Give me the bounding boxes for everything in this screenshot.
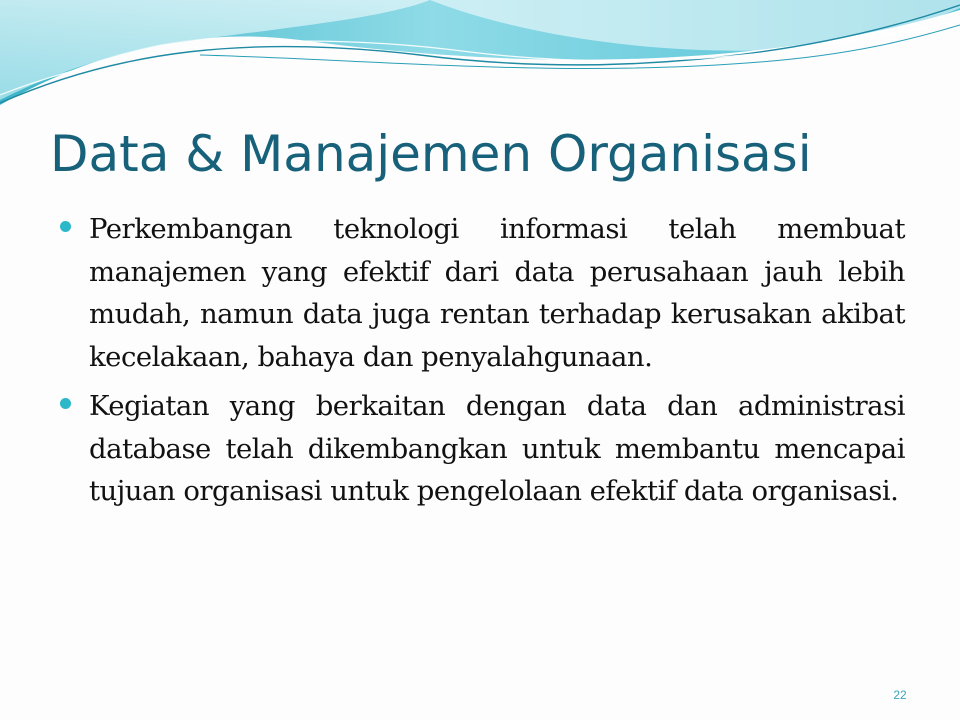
bullet-dot-icon	[60, 398, 71, 409]
wave-banner-decoration	[0, 0, 960, 120]
bullet-text: Perkembangan teknologi informasi telah membuat manajemen yang efektif dari data perusahaan jauh lebih mudah, namun data juga rentan terhadap kerusakan akibat kecelakaan, bahaya dan penyalahgunaan.	[89, 213, 905, 373]
bullet-item-2	[60, 385, 905, 513]
page-number: 22	[893, 688, 907, 702]
slide-title: Data & Manajemen Organisasi	[50, 125, 812, 183]
bullet-item-1	[60, 208, 905, 378]
bullet-text: Kegiatan yang berkaitan dengan data dan administrasi database telah dikembangkan untuk membantu mencapai tujuan organisasi untuk pengelolaan efektif data organisasi.	[89, 390, 905, 507]
bullet-dot-icon	[60, 221, 71, 232]
bullet-list	[60, 208, 905, 520]
